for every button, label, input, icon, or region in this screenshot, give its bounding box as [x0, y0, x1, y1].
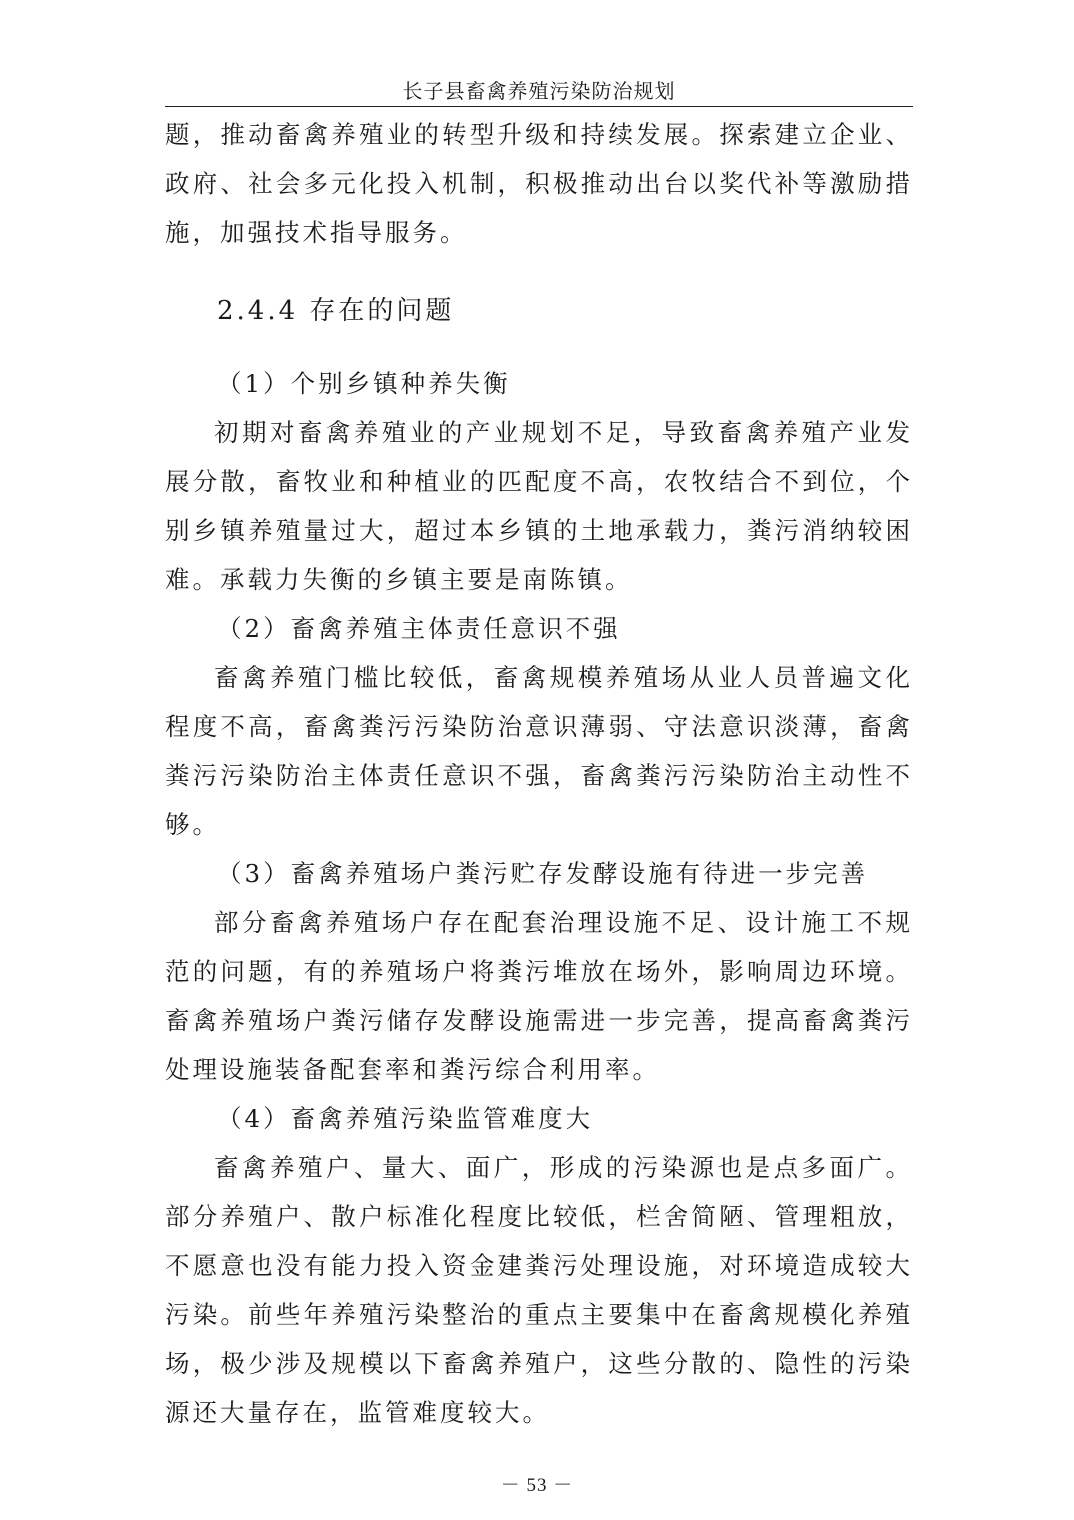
- item-2-paragraph: 畜禽养殖门槛比较低，畜禽规模养殖场从业人员普遍文化程度不高，畜禽粪污污染防治意识薄弱、守法意识淡薄，畜禽粪污污染防治主体责任意识不强，畜禽粪污污染防治主动性不够。: [165, 663, 913, 839]
- item-3-heading: （3）畜禽养殖场户粪污贮存发酵设施有待进一步完善: [217, 859, 869, 888]
- section-heading: 2.4.4 存在的问题: [217, 296, 455, 326]
- item-4-paragraph: 畜禽养殖户、量大、面广，形成的污染源也是点多面广。部分养殖户、散户标准化程度比较低，栏舍简陋、管理粗放，不愿意也没有能力投入资金建粪污处理设施，对环境造成较大污染。前些年养殖污染整治的重点主要集中在畜禽规模化养殖场，极少涉及规模以下畜禽养殖户，这些分散的、隐性的污染源还大量存在，监管难度较大。: [165, 1153, 913, 1427]
- header-divider: [165, 106, 913, 107]
- item-3-paragraph: 部分畜禽养殖场户存在配套治理设施不足、设计施工不规范的问题，有的养殖场户将粪污堆放在场外，影响周边环境。畜禽养殖场户粪污储存发酵设施需进一步完善，提高畜禽粪污处理设施装备配套率和粪污综合利用率。: [165, 908, 913, 1084]
- intro-paragraph: 题，推动畜禽养殖业的转型升级和持续发展。探索建立企业、政府、社会多元化投入机制，积极推动出台以奖代补等激励措施，加强技术指导服务。: [165, 120, 913, 247]
- item-2-heading: （2）畜禽养殖主体责任意识不强: [217, 614, 621, 643]
- page-number: － 53 －: [500, 1475, 574, 1496]
- document-body: [165, 110, 913, 1437]
- item-1-paragraph: 初期对畜禽养殖业的产业规划不足，导致畜禽养殖产业发展分散，畜牧业和种植业的匹配度不高，农牧结合不到位，个别乡镇养殖量过大，超过本乡镇的土地承载力，粪污消纳较困难。承载力失衡的乡镇主要是南陈镇。: [165, 418, 913, 594]
- running-header-title: 长子县畜禽养殖污染防治规划: [402, 79, 676, 103]
- item-1-heading: （1）个别乡镇种养失衡: [217, 369, 511, 398]
- item-4-heading: （4）畜禽养殖污染监管难度大: [217, 1104, 594, 1133]
